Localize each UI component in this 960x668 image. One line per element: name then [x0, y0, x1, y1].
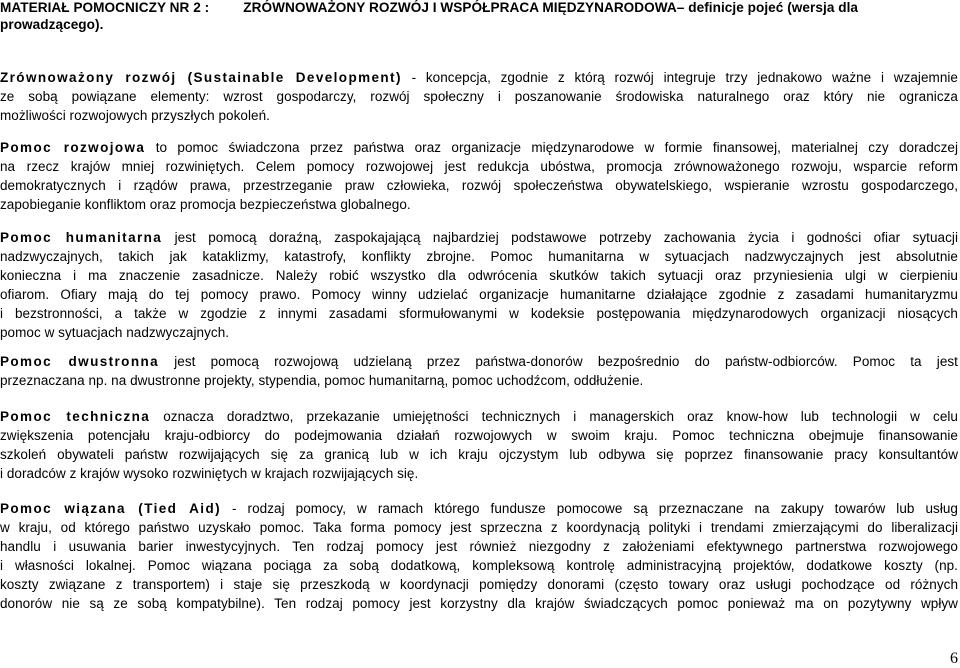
p1-line-1: Zrównoważony rozwój (Sustainable Development) - koncepcja, zgodnie z którą rozwój integruje trzy jednakowo ważne i wzajemnie — [0, 70, 958, 85]
p3-line-6: pomoc w sytuacjach nadzwyczajnych. — [0, 325, 230, 340]
header-material: MATERIAŁ POMOCNICZY NR 2 : — [0, 0, 210, 15]
p1-line-3: możliwości rozwojowych przyszłych pokoleń. — [0, 108, 270, 123]
p2-line-1: Pomoc rozwojowa to pomoc świadczona przez państwa oraz organizacje międzynarodowe w formie finansowej, materialnej czy doradczej — [0, 140, 958, 155]
p6-line-5: koszty związane z transportem) i staje się przeszkodą w koordynacji pomiędzy donorami (często towary oraz usługi pochodzące od różnych — [0, 577, 958, 592]
p3-line-3: konieczna i ma znaczenie zasadnicze. Należy robić wszystko dla odwrócenia skutków takich sytuacji oraz przyniesienia ulgi w cierpieniu — [0, 268, 958, 283]
p2-line-2: na rzecz krajów mniej rozwiniętych. Celem pomocy rozwojowej jest redukcja ubóstwa, promocja zrównoważonego rozwoju, wsparcie reform — [0, 159, 958, 174]
p2-line-4: zapobieganie konfliktom oraz promocja bezpieczeństwa globalnego. — [0, 197, 411, 212]
p3-line-2: nadzwyczajnych, takich jak kataklizmy, katastrofy, konflikty zbrojne. Pomoc humanitarna w sytuacjach nadzwyczajnych jest absolutnie — [0, 249, 958, 264]
p6-line-1: Pomoc wiązana (Tied Aid) - rodzaj pomocy, w ramach którego fundusze pomocowe są przeznaczane na zakupy towarów lub usług — [0, 501, 958, 516]
p2-line-3: demokratycznych i rządów prawa, przestrzeganie praw człowieka, rozwój społeczeństwa obywatelskiego, wspieranie wzrostu gospodarczego, — [0, 178, 958, 193]
term-humanitarian-aid: Pomoc humanitarna — [0, 230, 163, 245]
p6-line-2: w kraju, od którego państwo uzyskało pomoc. Taka forma pomocy jest sprzeczna z koordynacją polityki i trendami zmierzającymi do liberalizacji — [0, 520, 958, 535]
p6-line-3: handlu i usuwania barier inwestycyjnych. Ten rodzaj pomocy jest również niezgodny z założeniami efektywnego partnerstwa rozwojowego — [0, 539, 958, 554]
header-line-1 — [0, 0, 858, 16]
p5-line-2: zwiększenia potencjału kraju-odbiorcy do podejmowania działań rozwojowych w swoim kraju. Pomoc techniczna obejmuje finansowanie — [0, 428, 958, 443]
term-development-aid: Pomoc rozwojowa — [0, 140, 146, 155]
p5-line-4: i doradców z krajów wysoko rozwiniętych w krajach rozwijających się. — [0, 466, 419, 481]
p4-line-1: Pomoc dwustronna jest pomocą rozwojową udzielaną przez państwa-donorów bezpośrednio do państw-odbiorców. Pomoc ta jest — [0, 354, 958, 369]
header-topic: ZRÓWNOWAŻONY ROZWÓJ I WSPÓŁPRACA MIĘDZYNARODOWA– definicje pojeć (wersja dla — [243, 0, 859, 15]
page-number: 6 — [950, 650, 958, 667]
p3-line-5: i bezstronności, a także w zgodzie z innymi zasadami sformułowanymi w kodeksie postępowania międzynarodowych organizacji niosących — [0, 306, 958, 321]
p4-line-2: przeznaczana np. na dwustronne projekty, stypendia, pomoc humanitarną, pomoc uchodźcom, oddłużenie. — [0, 373, 644, 388]
p3-line-1: Pomoc humanitarna jest pomocą doraźną, zaspokajającą najbardziej podstawowe potrzeby zachowania życia i godności ofiar sytuacji — [0, 230, 958, 245]
term-technical-aid: Pomoc techniczna — [0, 409, 151, 424]
term-bilateral-aid: Pomoc dwustronna — [0, 354, 160, 369]
p6-line-6: donorów nie są ze sobą kompatybilne). Ten rodzaj pomocy jest korzystny dla krajów świadczących pomoc ponieważ ma on pozytywny wpływ — [0, 596, 958, 611]
p1-line-2: ze sobą powiązane elementy: wzrost gospodarczy, rozwój społeczny i poszanowanie środowiska naturalnego oraz który nie ogranicza — [0, 89, 958, 104]
header-line-2: prowadzącego). — [0, 17, 104, 32]
p6-line-4: i własności lokalnej. Pomoc wiązana pociąga za sobą dodatkową, kompleksową kontrolę administracyjną projektów, dodatkowe koszty (np. — [0, 558, 958, 573]
p5-line-3: szkoleń obywateli państw rozwijających się za granicą lub w ich kraju ojczystym lub odbywa się poprzez finansowanie pracy konsultantów — [0, 447, 958, 462]
term-sustainable-development: Zrównoważony rozwój (Sustainable Development) — [0, 70, 402, 85]
term-tied-aid: Pomoc wiązana (Tied Aid) — [0, 501, 221, 516]
p5-line-1: Pomoc techniczna oznacza doradztwo, przekazanie umiejętności technicznych i managerskich oraz know-how lub technologii w celu — [0, 409, 958, 424]
p3-line-4: ofiarom. Ofiary mają do tej pomocy prawo. Pomocy winny udzielać organizacje humanitarne działające zgodnie z zasadami humanitaryzmu — [0, 287, 958, 302]
